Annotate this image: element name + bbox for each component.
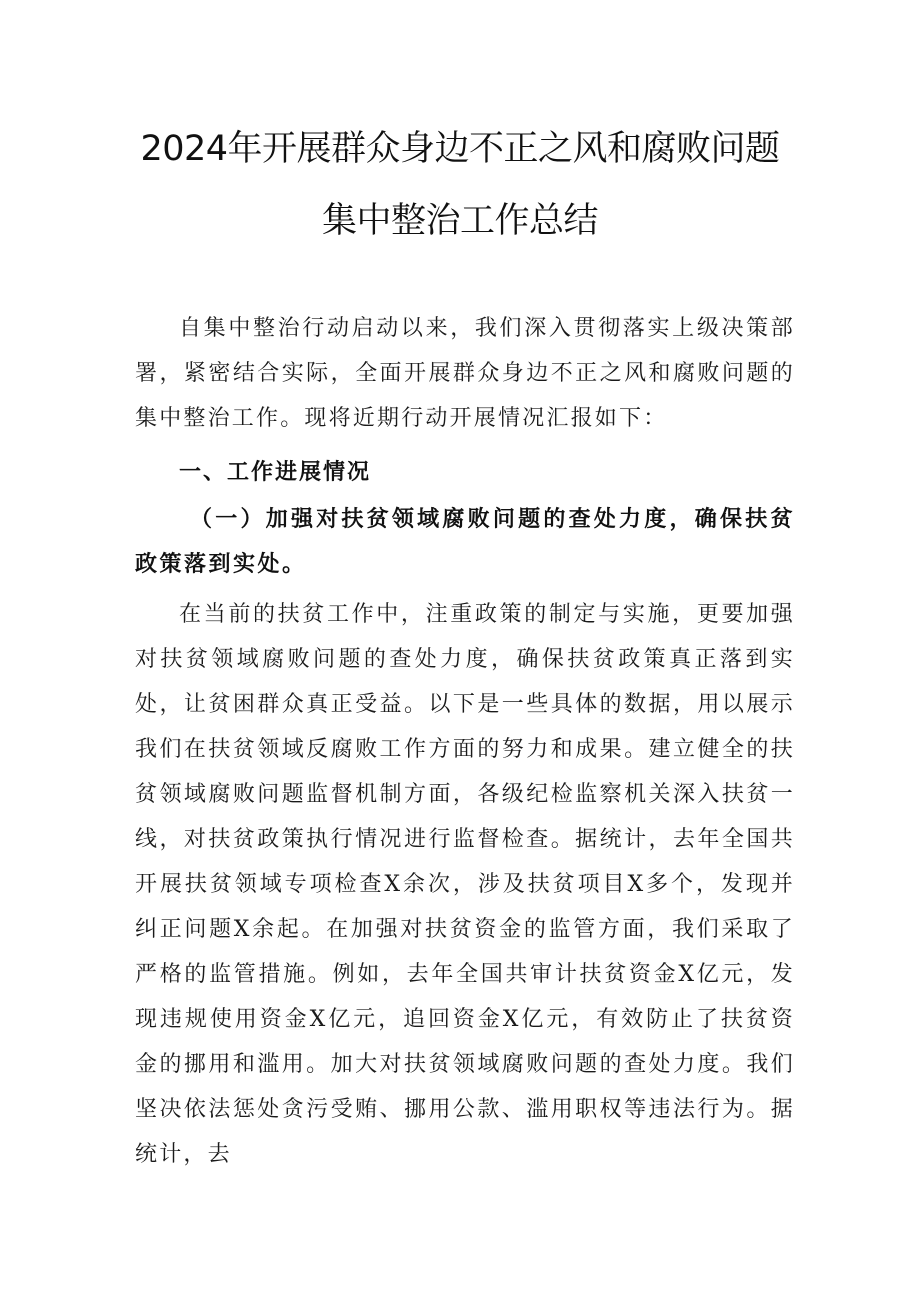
document-title-line-1: 2024年开展群众身边不正之风和腐败问题 — [140, 129, 780, 169]
subsection-heading: （一）加强对扶贫领域腐败问题的查处力度，确保扶贫政策落到实处。 — [135, 506, 795, 577]
intro-paragraph: 自集中整治行动启动以来，我们深入贯彻落实上级决策部署，紧密结合实际，全面开展群众身边不正之风和腐败问题的集中整治工作。现将近期行动开展情况汇报如下： — [135, 316, 795, 431]
document-title-line-2: 集中整治工作总结 — [321, 201, 598, 241]
body-paragraph: 在当前的扶贫工作中，注重政策的制定与实施，更要加强对扶贫领域腐败问题的查处力度，确保扶贫政策真正落到实处，让贫困群众真正受益。以下是一些具体的数据，用以展示我们在扶贫领域反腐败工作方面的努力和成果。建立健全的扶贫领域腐败问题监督机制方面，各级纪检监察机关深入扶贫一线，对扶贫政策执行情况进行监督检查。据统计，去年全国共开展扶贫领域专项检查X余次，涉及扶贫项目X多个，发现并纠正问题X余起。在加强对扶贫资金的监管方面，我们采取了严格的监管措施。例如，去年全国共审计扶贫资金X亿元，发现违规使用资金X亿元，追回资金X亿元，有效防止了扶贫资金的挪用和滥用。加大对扶贫领域腐败问题的查处力度。我们坚决依法惩处贪污受贿、挪用公款、滥用职权等违法行为。据统计，去 — [135, 602, 795, 1167]
section-heading: 一、工作进展情况 — [179, 459, 372, 485]
